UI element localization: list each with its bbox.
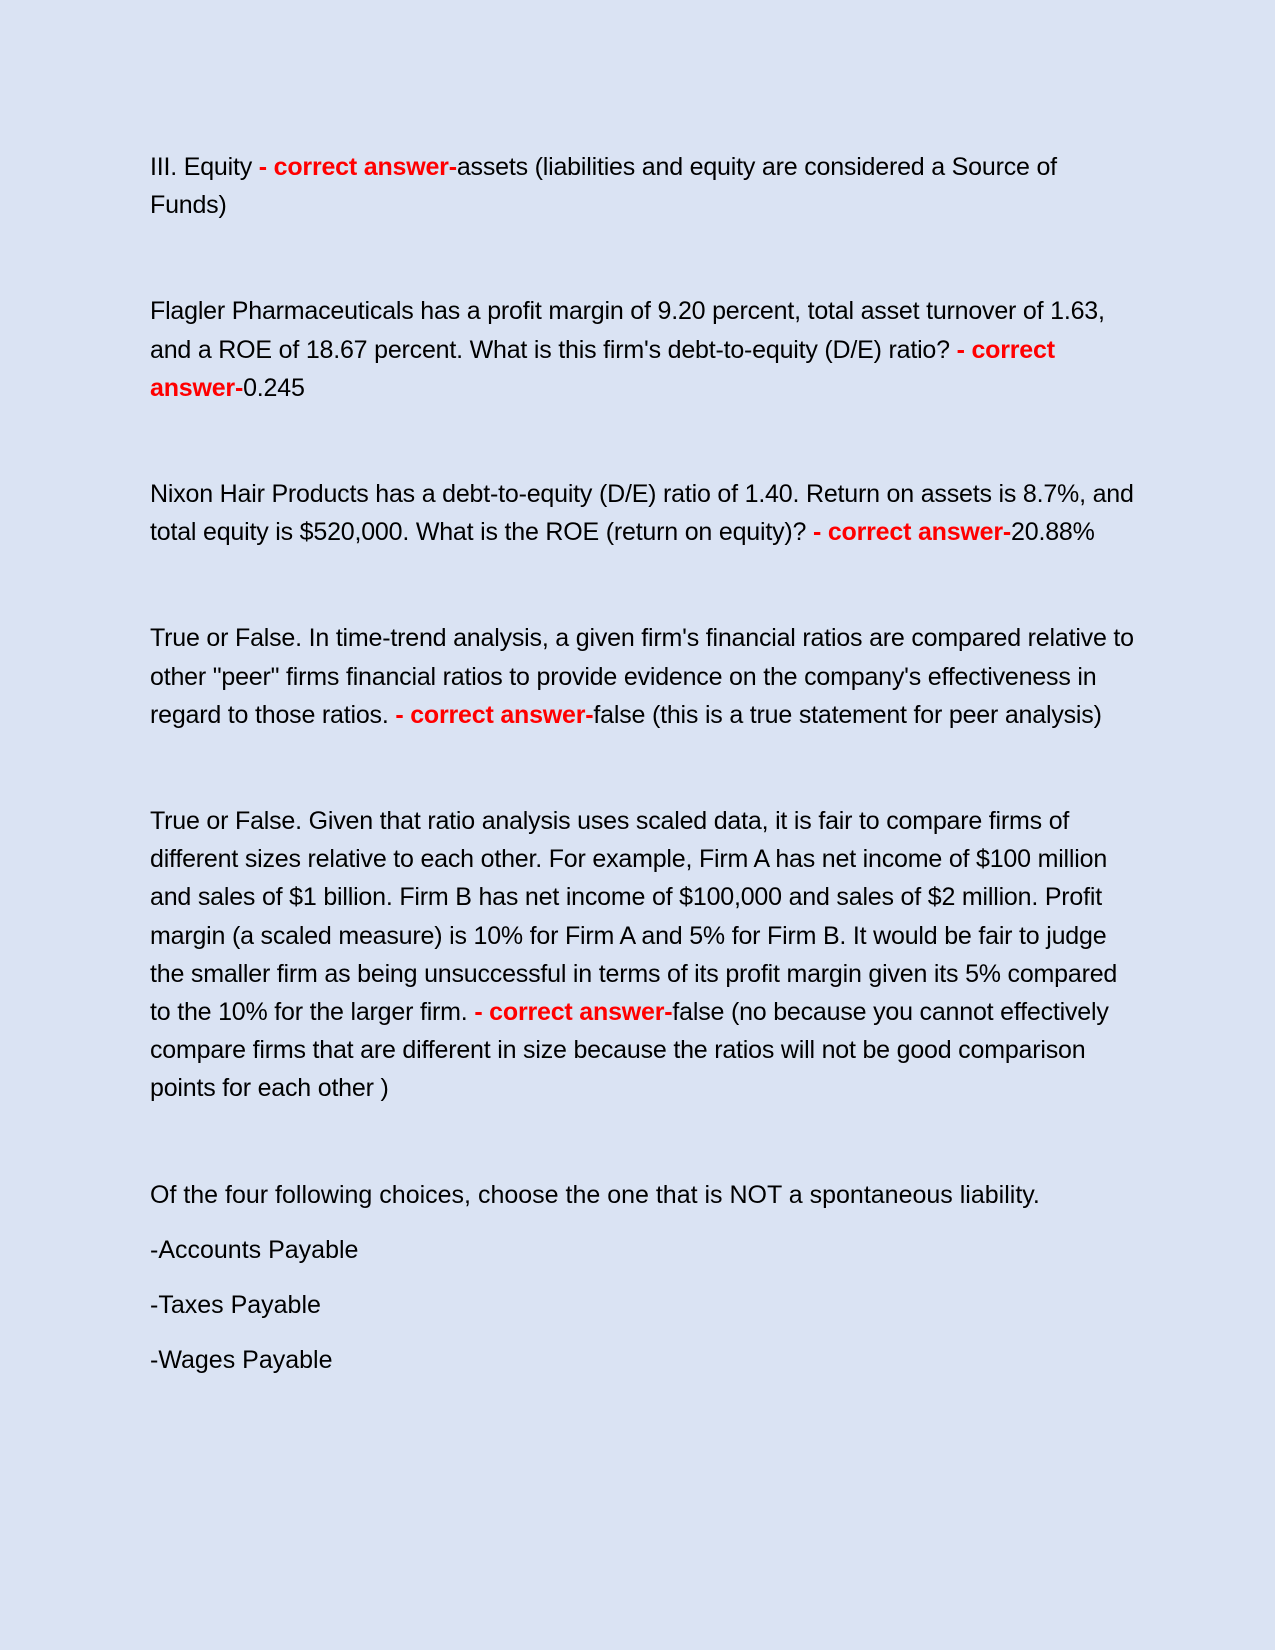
answer-text: 0.245: [243, 373, 305, 402]
answer-marker: - correct answer-: [395, 700, 594, 729]
answer-marker: - correct answer-: [474, 998, 673, 1027]
answer-marker: - correct answer-: [812, 518, 1012, 547]
qa-item-4: [150, 619, 1140, 734]
answer-text: false (no because you cannot effectively compare firms that are different in size because the ratios will not be good comparison points for each other ): [150, 998, 1109, 1103]
answer-text: false (this is a true statement for peer analysis): [593, 700, 1102, 729]
qa-item-2: [150, 292, 1140, 407]
option-wages-payable: -Wages Payable: [150, 1345, 333, 1374]
question-text: Flagler Pharmaceuticals has a profit margin of 9.20 percent, total asset turnover of 1.63, and a ROE of 18.67 percent. What is this firm's debt-to-equity (D/E) ratio?: [150, 297, 1105, 364]
question-text: III. Equity: [150, 153, 259, 181]
document-page: [150, 148, 1140, 1396]
last-question-text: Of the four following choices, choose the one that is NOT a spontaneous liability.: [150, 1180, 1040, 1209]
option-taxes-payable: -Taxes Payable: [150, 1290, 321, 1319]
qa-item-5: [150, 802, 1140, 1108]
answer-text: assets (liabilities and equity are considered a Source of Funds): [150, 153, 1057, 220]
question-text: True or False. In time-trend analysis, a given firm's financial ratios are compared relative to other "peer" firms financial ratios to provide evidence on the company's effectiveness in regard to those ratios.: [150, 624, 1134, 729]
answer-marker: - correct answer-: [258, 153, 457, 181]
qa-item-3: [150, 475, 1140, 551]
question-text: True or False. Given that ratio analysis uses scaled data, it is fair to compare firms of different sizes relative to each other. For example, Firm A has net income of $100 million and sales of $1 billion. Firm B has net income of $100,000 and sales of $2 million. Profit margin (a scaled measure) is 10% for Firm A and 5% for Firm B. It would be fair to judge the smaller firm as being unsuccessful in terms of its profit margin given its 5% compared to the 10% for the larger firm.: [150, 807, 1118, 1027]
qa-item-1: [150, 148, 1140, 224]
option-accounts-payable: -Accounts Payable: [150, 1235, 359, 1264]
question-text: Nixon Hair Products has a debt-to-equity (D/E) ratio of 1.40. Return on assets is 8.7%, and total equity is $520,000. What is the ROE (return on equity)?: [150, 480, 1134, 547]
answer-marker: - correct answer-: [150, 335, 1055, 402]
answer-text: 20.88%: [1011, 518, 1095, 547]
